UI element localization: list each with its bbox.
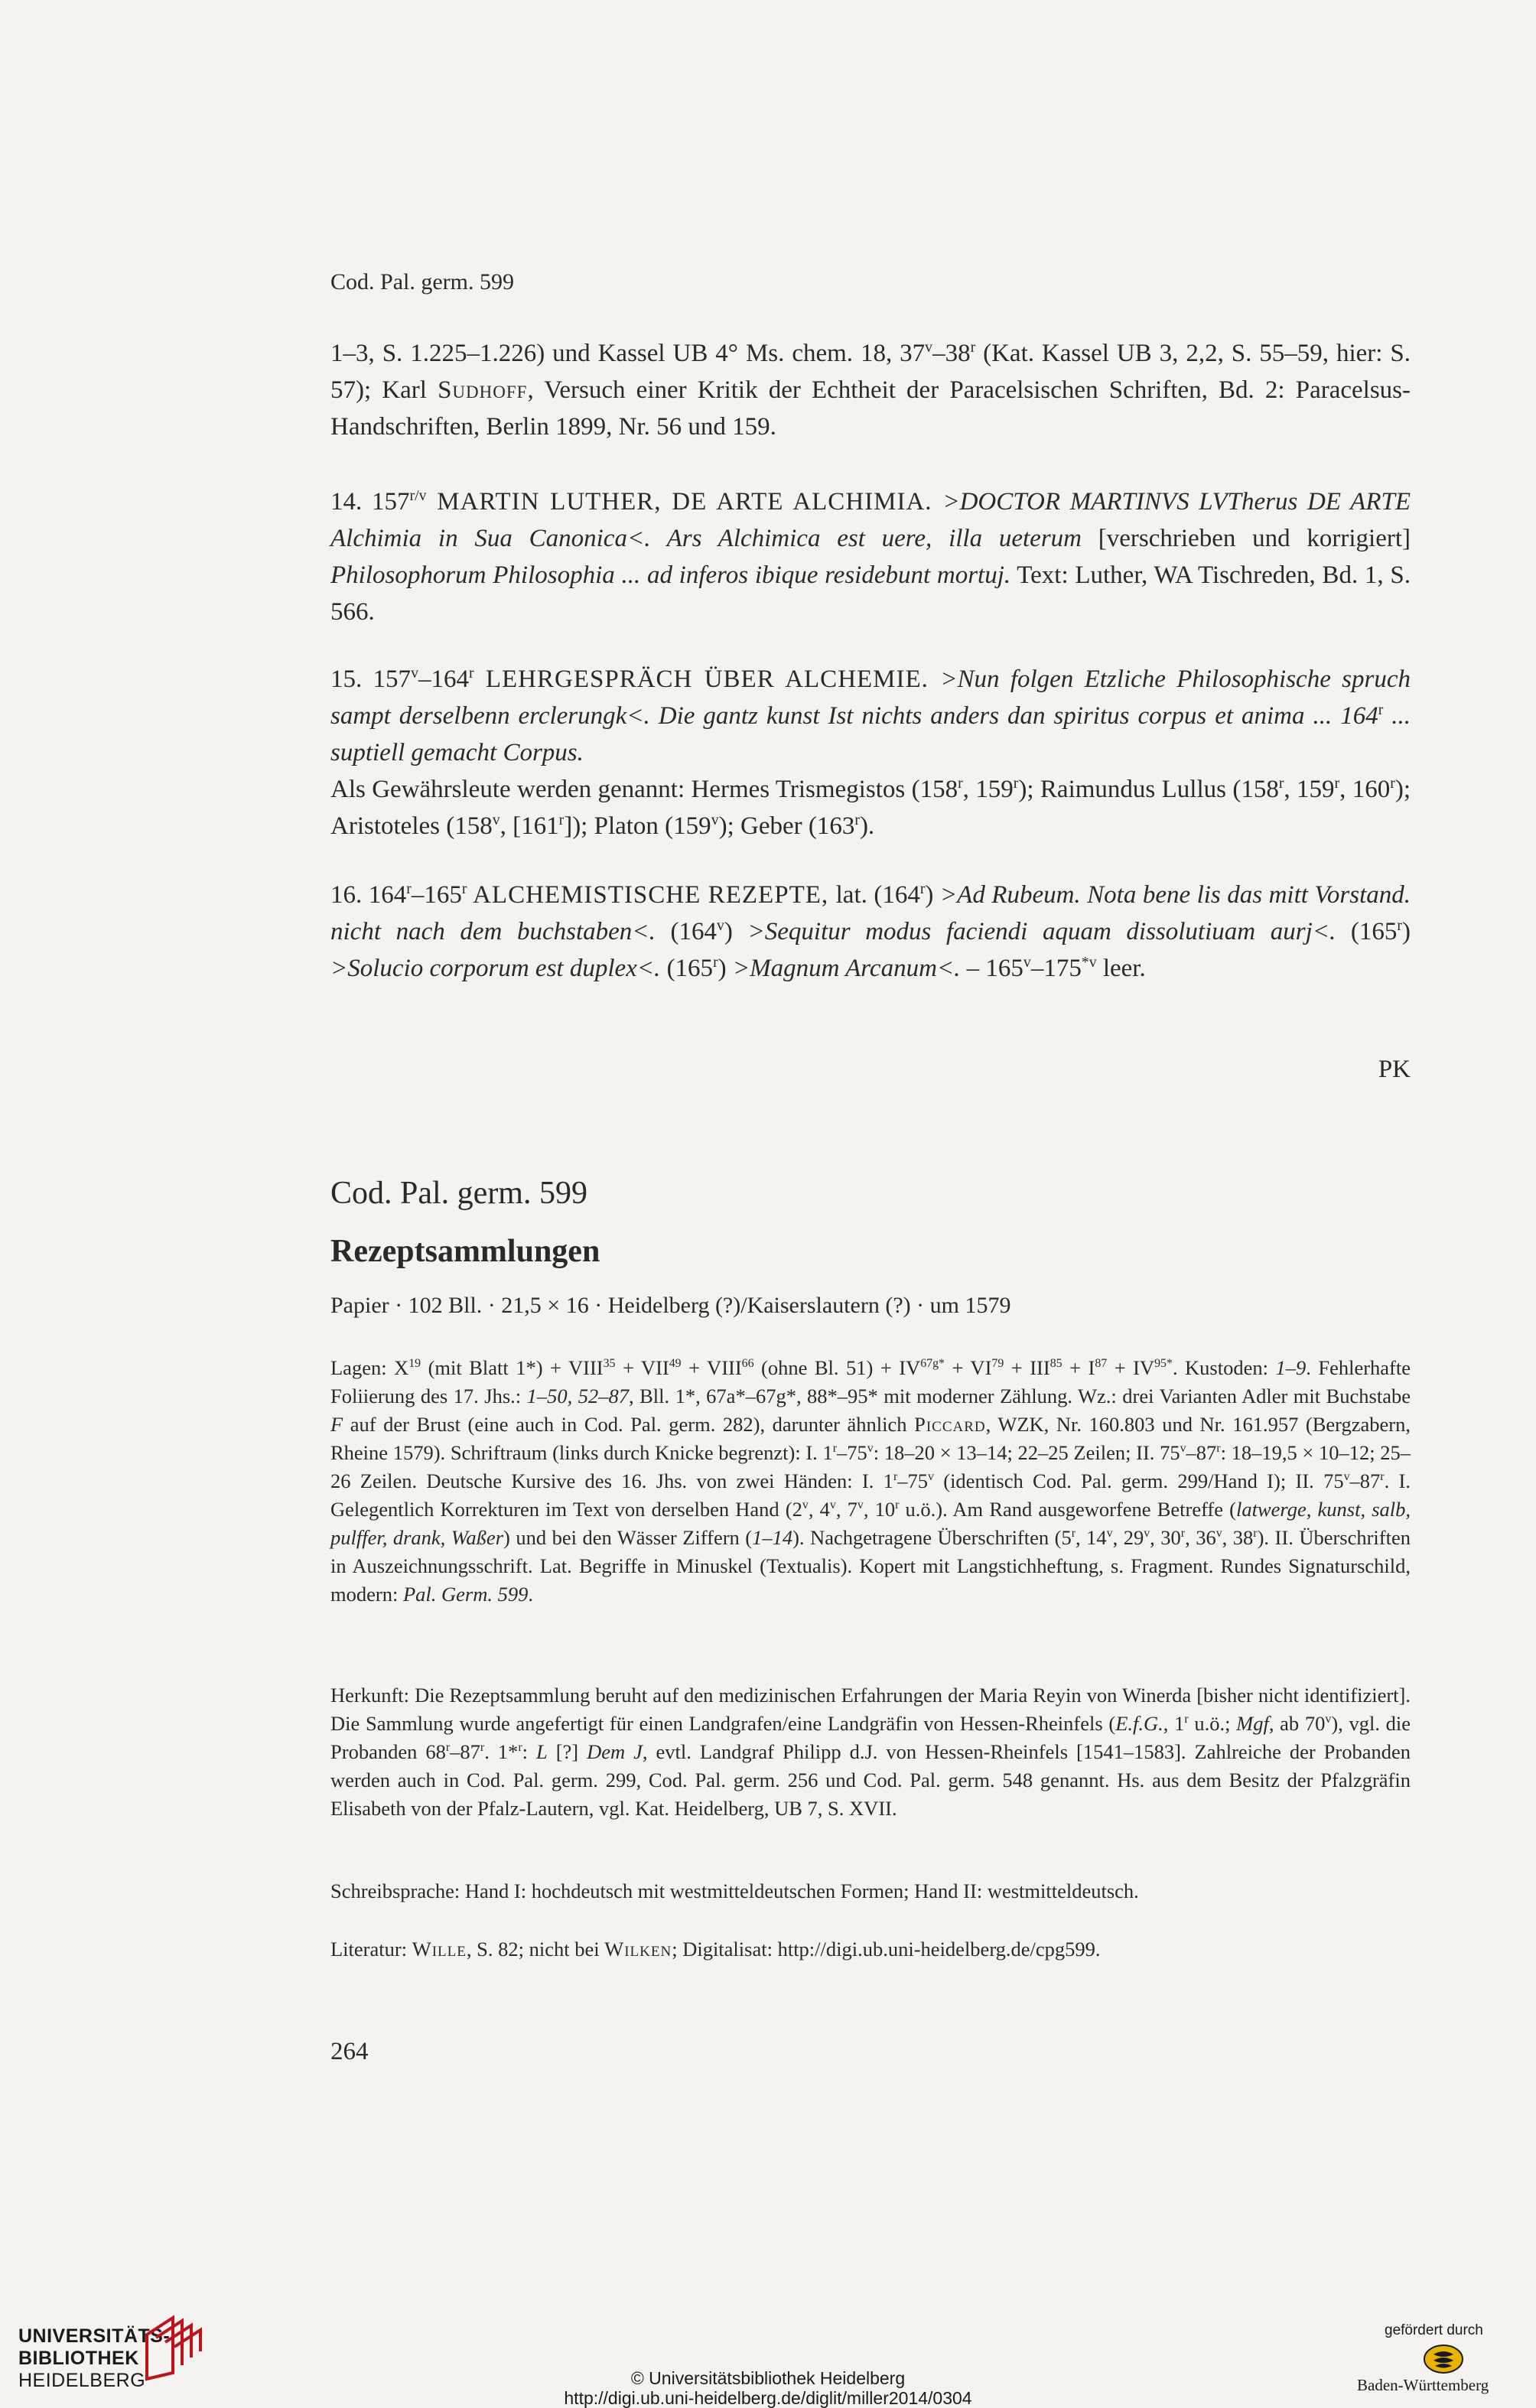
codex-heading: Cod. Pal. germ. 599 xyxy=(330,1176,587,1211)
footer xyxy=(0,2279,1536,2406)
schreibsprache-paragraph: Schreibsprache: Hand I: hochdeutsch mit westmitteldeutschen Formen; Hand II: westmitteldeutsch. xyxy=(330,1879,1139,1902)
baden-wuerttemberg-crest-icon xyxy=(1423,2344,1464,2374)
item-14: 14. $157^{r/v}$ MARTIN LUTHER, DE ARTE ALCHIMIA. >DOCTOR MARTINVS LVTherus DE ARTE Alchimia in Sua Canonica<. Ars Alchimica est uere, illa ueterum [verschrieben und korrigiert] Philosophorum Philosophia ... ad inferos ibique residebunt mortuj. Text: Luther, WA Tischreden, Bd. 1, S. 566. xyxy=(330,487,1411,626)
continuation-text: 1–3, S. 1.225–1.226) und Kassel UB 4° Ms. chem. 18, 37$^v$–38$^r$ (Kat. Kassel UB 3, 2,2, S. 55–59, hier: S. 57); Karl Sudhoff, Versuch einer Kritik der Echtheit der Paracelsischen Schriften, Bd. 2: Paracelsus-Handschriften, Berlin 1899, Nr. 56 und 159. xyxy=(330,339,1411,441)
funding-label: gefördert durch xyxy=(1385,2322,1483,2338)
item-title: LEHRGESPRÄCH ÜBER ALCHEMIE. xyxy=(473,665,941,693)
item-title: MARTIN LUTHER, DE ARTE ALCHIMIA. xyxy=(426,488,943,516)
literatur-paragraph: Literatur: Wille, S. 82; nicht bei Wilken; Digitalisat: http://digi.ub.uni-heidelberg.de/cpg599. xyxy=(330,1938,1101,1961)
page-number: 264 xyxy=(330,2038,369,2065)
author-signature: PK xyxy=(1378,1056,1411,1083)
state-label: Baden-Württemberg xyxy=(1357,2376,1489,2394)
herkunft-paragraph: Herkunft: Die Rezeptsammlung beruht auf den medizinischen Erfahrungen der Maria Reyin von Winerda [bisher nicht identifiziert]. Die Sammlung wurde angefertigt für einen Landgrafen/eine Landgräfin von Hessen-Rheinfels (E.f.G., 1$^r$ u.ö.; Mgf, ab 70$^v$), vgl. die Probanden 68$^r$–87$^r$. 1*$^r$: L [?] Dem J, evtl. Landgraf Philipp d.J. von Hessen-Rheinfels [1541–1583]. Zahlreiche der Probanden werden auch in Cod. Pal. germ. 299, Cod. Pal. germ. 256 und Cod. Pal. germ. 548 genannt. Hs. aus dem Besitz der Pfalzgräfin Elisabeth von der Pfalz-Lautern, vgl. Kat. Heidelberg, UB 7, S. XVII. xyxy=(330,1684,1411,1820)
copyright-notice: © Universitätsbibliothek Heidelberg http://digi.ub.uni-heidelberg.de/diglit/miller2014/0304 xyxy=(0,2368,1536,2408)
permalink[interactable]: http://digi.ub.uni-heidelberg.de/diglit/miller2014/0304 xyxy=(564,2388,972,2408)
running-head: Cod. Pal. germ. 599 xyxy=(330,269,514,294)
ub-heidelberg-logo[interactable]: UNIVERSITÄTS- BIBLIOTHEK HEIDELBERG xyxy=(18,2325,171,2391)
continuation-paragraph xyxy=(330,335,1411,445)
physical-description: Papier · 102 Bll. · 21,5 × 16 · Heidelberg (?)/Kaiserslautern (?) · um 1579 xyxy=(330,1293,1011,1318)
item-16: 16. 164$^r$–165$^r$ ALCHEMISTISCHE REZEPTE, lat. $(164^r) >Ad$ Rubeum. Nota bene lis das mitt Vorstand. nicht nach dem buchstaben<. $(164^v)$ >Sequitur modus faciendi aquam dissolutiuam aurj<. $(165^r)$ >Solucio corporum est duplex<. $(165^r)$ >Magnum Arcanum<. – 165$^v$–175$^{*v}$ leer. xyxy=(330,880,1411,982)
item-title: ALCHEMISTISCHE REZEPTE, xyxy=(467,881,836,909)
item-15: 15. 157$^v$–164$^r$ LEHRGESPRÄCH ÜBER ALCHEMIE. >Nun folgen Etzliche Philosophische spruch sampt derselbenn erclerungk<. Die gantz kunst Ist nichts anders dan spiritus corpus et anima ... 164$^r$ ... suptiell gemacht Corpus. Als Gewährsleute werden genannt: Hermes Trismegistos (158$^r$, 159$^r$); Raimundus Lullus (158$^r$, 159$^r$, 160$^r$); Aristoteles (158$^v$, [161$^r$]); Platon (159$^v$); Geber (163$^r$). xyxy=(330,661,1411,844)
digitalisat-link: ; Digitalisat: http://digi.ub.uni-heidelberg.de/cpg599. xyxy=(672,1938,1101,1961)
codex-title: Rezeptsammlungen xyxy=(330,1234,600,1269)
authorities-paragraph: Als Gewährsleute werden genannt: Hermes Trismegistos (158$^r$, 159$^r$); Raimundus Lullus (158$^r$, 159$^r$, 160$^r$); Aristoteles (158$^v$, [161$^r$]); Platon (159$^v$); Geber (163$^r$). xyxy=(330,775,1411,840)
lagen-paragraph: Lagen: $X^{19}$ (mit Blatt $1*) + VIII^{35} + VII^{49}$ + $VIII^{66}$ (ohne Bl. $51) + IV^{67g*} + VI^{79} + III^{85} + I^{87} + IV^{95*}$. Kustoden: 1–9. Fehlerhafte Foliierung des 17. Jhs.: 1–50, 52–87, Bll. 1*, 67a*–67g*, 88*–95* mit moderner Zählung. Wz.: drei Varianten Adler mit Buchstabe F auf der Brust (eine auch in Cod. Pal. germ. 282), darunter ähnlich Piccard, WZK, Nr. 160.803 und Nr. 161.957 (Bergzabern, Rheine 1579). Schriftraum (links durch Knicke begrenzt): I. 1$^r$–75$^v$: 18–20 × 13–14; 22–25 Zeilen; II. 75$^v$–87$^r$: 18–19,5 × 10–12; 25–26 Zeilen. Deutsche Kursive des 16. Jhs. von zwei Händen: I. 1$^r$–75$^v$ (identisch Cod. Pal. germ. 299/Hand I); II. 75$^v$–87$^r$. I. Gelegentlich Korrekturen im Text von derselben Hand (2$^v$, 4$^v$, 7$^v$, 10$^r$ u.ö.). Am Rand ausgeworfene Betreffe (latwerge, kunst, salb, pulffer, drank, Waßer) und bei den Wässer Ziffern (1–14). Nachgetragene Überschriften (5$^r$, 14$^v$, 29$^v$, 30$^r$, 36$^v$, 38$^r$). II. Überschriften in Auszeichnungsschrift. Lat. Begriffe in Minuskel (Textualis). Kopert mit Langstichheftung, s. Fragment. Rundes Signaturschild, modern: Pal. Germ. 599. xyxy=(330,1356,1411,1606)
author-name: Sudhoff xyxy=(438,376,528,404)
